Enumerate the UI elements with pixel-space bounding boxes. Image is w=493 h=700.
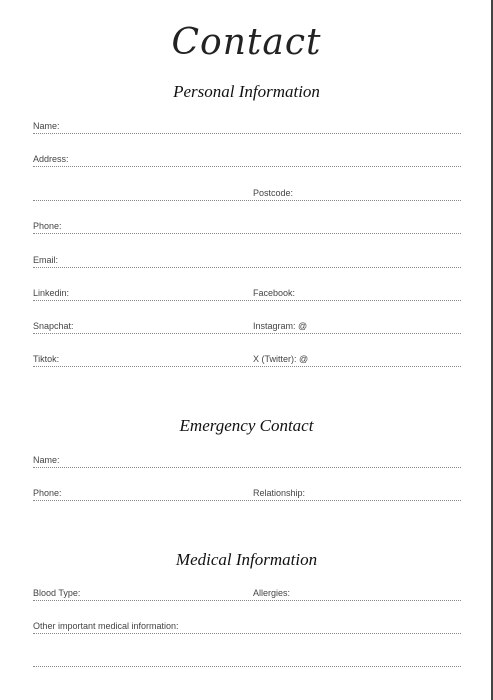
section-medical-heading: Medical Information: [175, 550, 318, 569]
medical-allergies-label: Allergies:: [253, 588, 291, 598]
personal-name-field[interactable]: [33, 117, 461, 134]
personal-social-row-1[interactable]: [33, 284, 461, 301]
section-emergency-heading: Emergency Contact: [179, 416, 314, 435]
emergency-phone-label: Phone:: [33, 488, 62, 498]
section-personal-heading: Personal Information: [173, 82, 320, 101]
personal-instagram-label: Instagram: @: [253, 321, 308, 331]
personal-name-label: Name:: [33, 121, 60, 131]
personal-tiktok-label: Tiktok:: [33, 354, 60, 364]
personal-snapchat-label: Snapchat:: [33, 321, 74, 331]
personal-phone-field[interactable]: [33, 217, 461, 234]
medical-blood-type-label: Blood Type:: [33, 588, 81, 598]
personal-phone-label: Phone:: [33, 221, 62, 231]
personal-address-field[interactable]: [33, 150, 461, 167]
medical-extra-line[interactable]: [33, 650, 461, 667]
personal-linkedin-label: Linkedin:: [33, 288, 70, 298]
page-title: Contact: [171, 22, 322, 63]
medical-other-field[interactable]: [33, 617, 461, 634]
emergency-name-field[interactable]: [33, 451, 461, 468]
personal-facebook-label: Facebook:: [253, 288, 296, 298]
personal-postcode-label: Postcode:: [253, 188, 294, 198]
personal-email-label: Email:: [33, 255, 59, 265]
emergency-relationship-label: Relationship:: [253, 488, 306, 498]
personal-address-label: Address:: [33, 154, 69, 164]
medical-row-1[interactable]: [33, 584, 461, 601]
personal-email-field[interactable]: [33, 251, 461, 268]
emergency-phone-row[interactable]: [33, 484, 461, 501]
medical-other-label: Other important medical information:: [33, 621, 179, 631]
personal-twitter-label: X (Twitter): @: [253, 354, 309, 364]
emergency-name-label: Name:: [33, 455, 60, 465]
personal-social-row-2[interactable]: [33, 317, 461, 334]
personal-address-line2-field[interactable]: [33, 184, 461, 201]
personal-social-row-3[interactable]: [33, 350, 461, 367]
